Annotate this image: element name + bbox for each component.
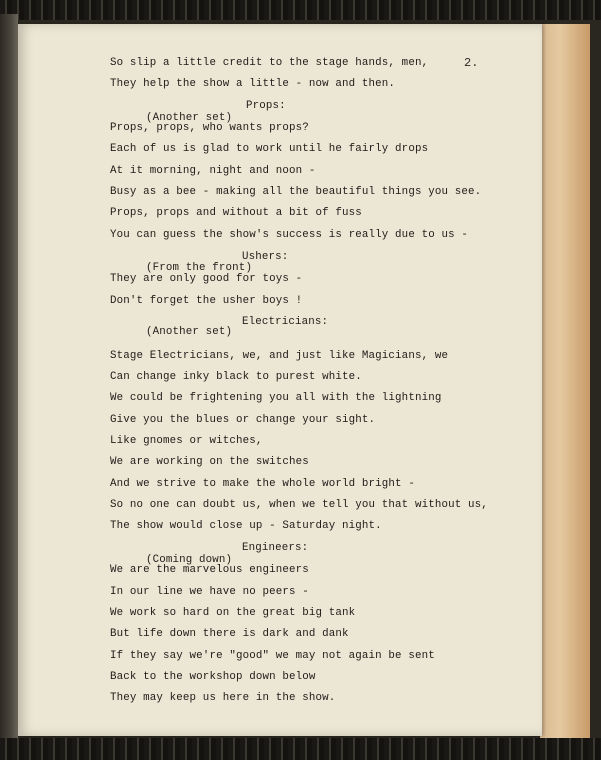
lyric-line: So slip a little credit to the stage hands, men, [110,57,429,69]
section-heading-ushers: Ushers: [242,251,289,263]
lyric-line: Give you the blues or change your sight. [110,414,376,426]
binder-bottom-edge [0,738,601,760]
lyric-line: We work so hard on the great big tank [110,607,356,619]
lyric-line: At it morning, night and noon - [110,165,316,177]
lyric-line: They are only good for toys - [110,273,303,285]
lyric-line: But life down there is dark and dank [110,628,349,640]
page-edge-stack [540,24,590,738]
section-heading-electricians: Electricians: [242,316,329,328]
lyric-line: Can change inky black to purest white. [110,371,362,383]
lyric-line: Props, props and without a bit of fuss [110,207,362,219]
lyric-line: We are the marvelous engineers [110,564,309,576]
typed-page [18,24,542,736]
lyric-line: In our line we have no peers - [110,586,309,598]
stage-direction: (Another set) [146,112,233,124]
lyric-line: We could be frightening you all with the lightning [110,392,442,404]
lyric-line: So no one can doubt us, when we tell you that without us, [110,499,488,511]
lyric-line: Busy as a bee - making all the beautiful things you see. [110,186,482,198]
lyric-line: Back to the workshop down below [110,671,316,683]
lyric-line: Don't forget the usher boys ! [110,295,303,307]
lyric-line: The show would close up - Saturday night. [110,520,382,532]
stage-direction: (Coming down) [146,554,233,566]
binder-spine [0,14,18,746]
lyric-line: Stage Electricians, we, and just like Magicians, we [110,350,449,362]
lyric-line: We are working on the switches [110,456,309,468]
section-heading-engineers: Engineers: [242,542,309,554]
lyric-line: If they say we're "good" we may not again be sent [110,650,435,662]
lyric-line: Each of us is glad to work until he fairly drops [110,143,429,155]
stage-direction: (Another set) [146,326,233,338]
lyric-line: They may keep us here in the show. [110,692,336,704]
binder-top-edge [0,0,601,20]
stage-direction: (From the front) [146,262,253,274]
lyric-line: And we strive to make the whole world bright - [110,478,415,490]
page-number: 2. [464,56,479,70]
lyric-line: They help the show a little - now and then. [110,78,396,90]
lyric-line: You can guess the show's success is really due to us - [110,229,468,241]
lyric-line: Like gnomes or witches, [110,435,263,447]
lyric-line: Props, props, who wants props? [110,122,309,134]
section-heading-props: Props: [246,100,286,112]
